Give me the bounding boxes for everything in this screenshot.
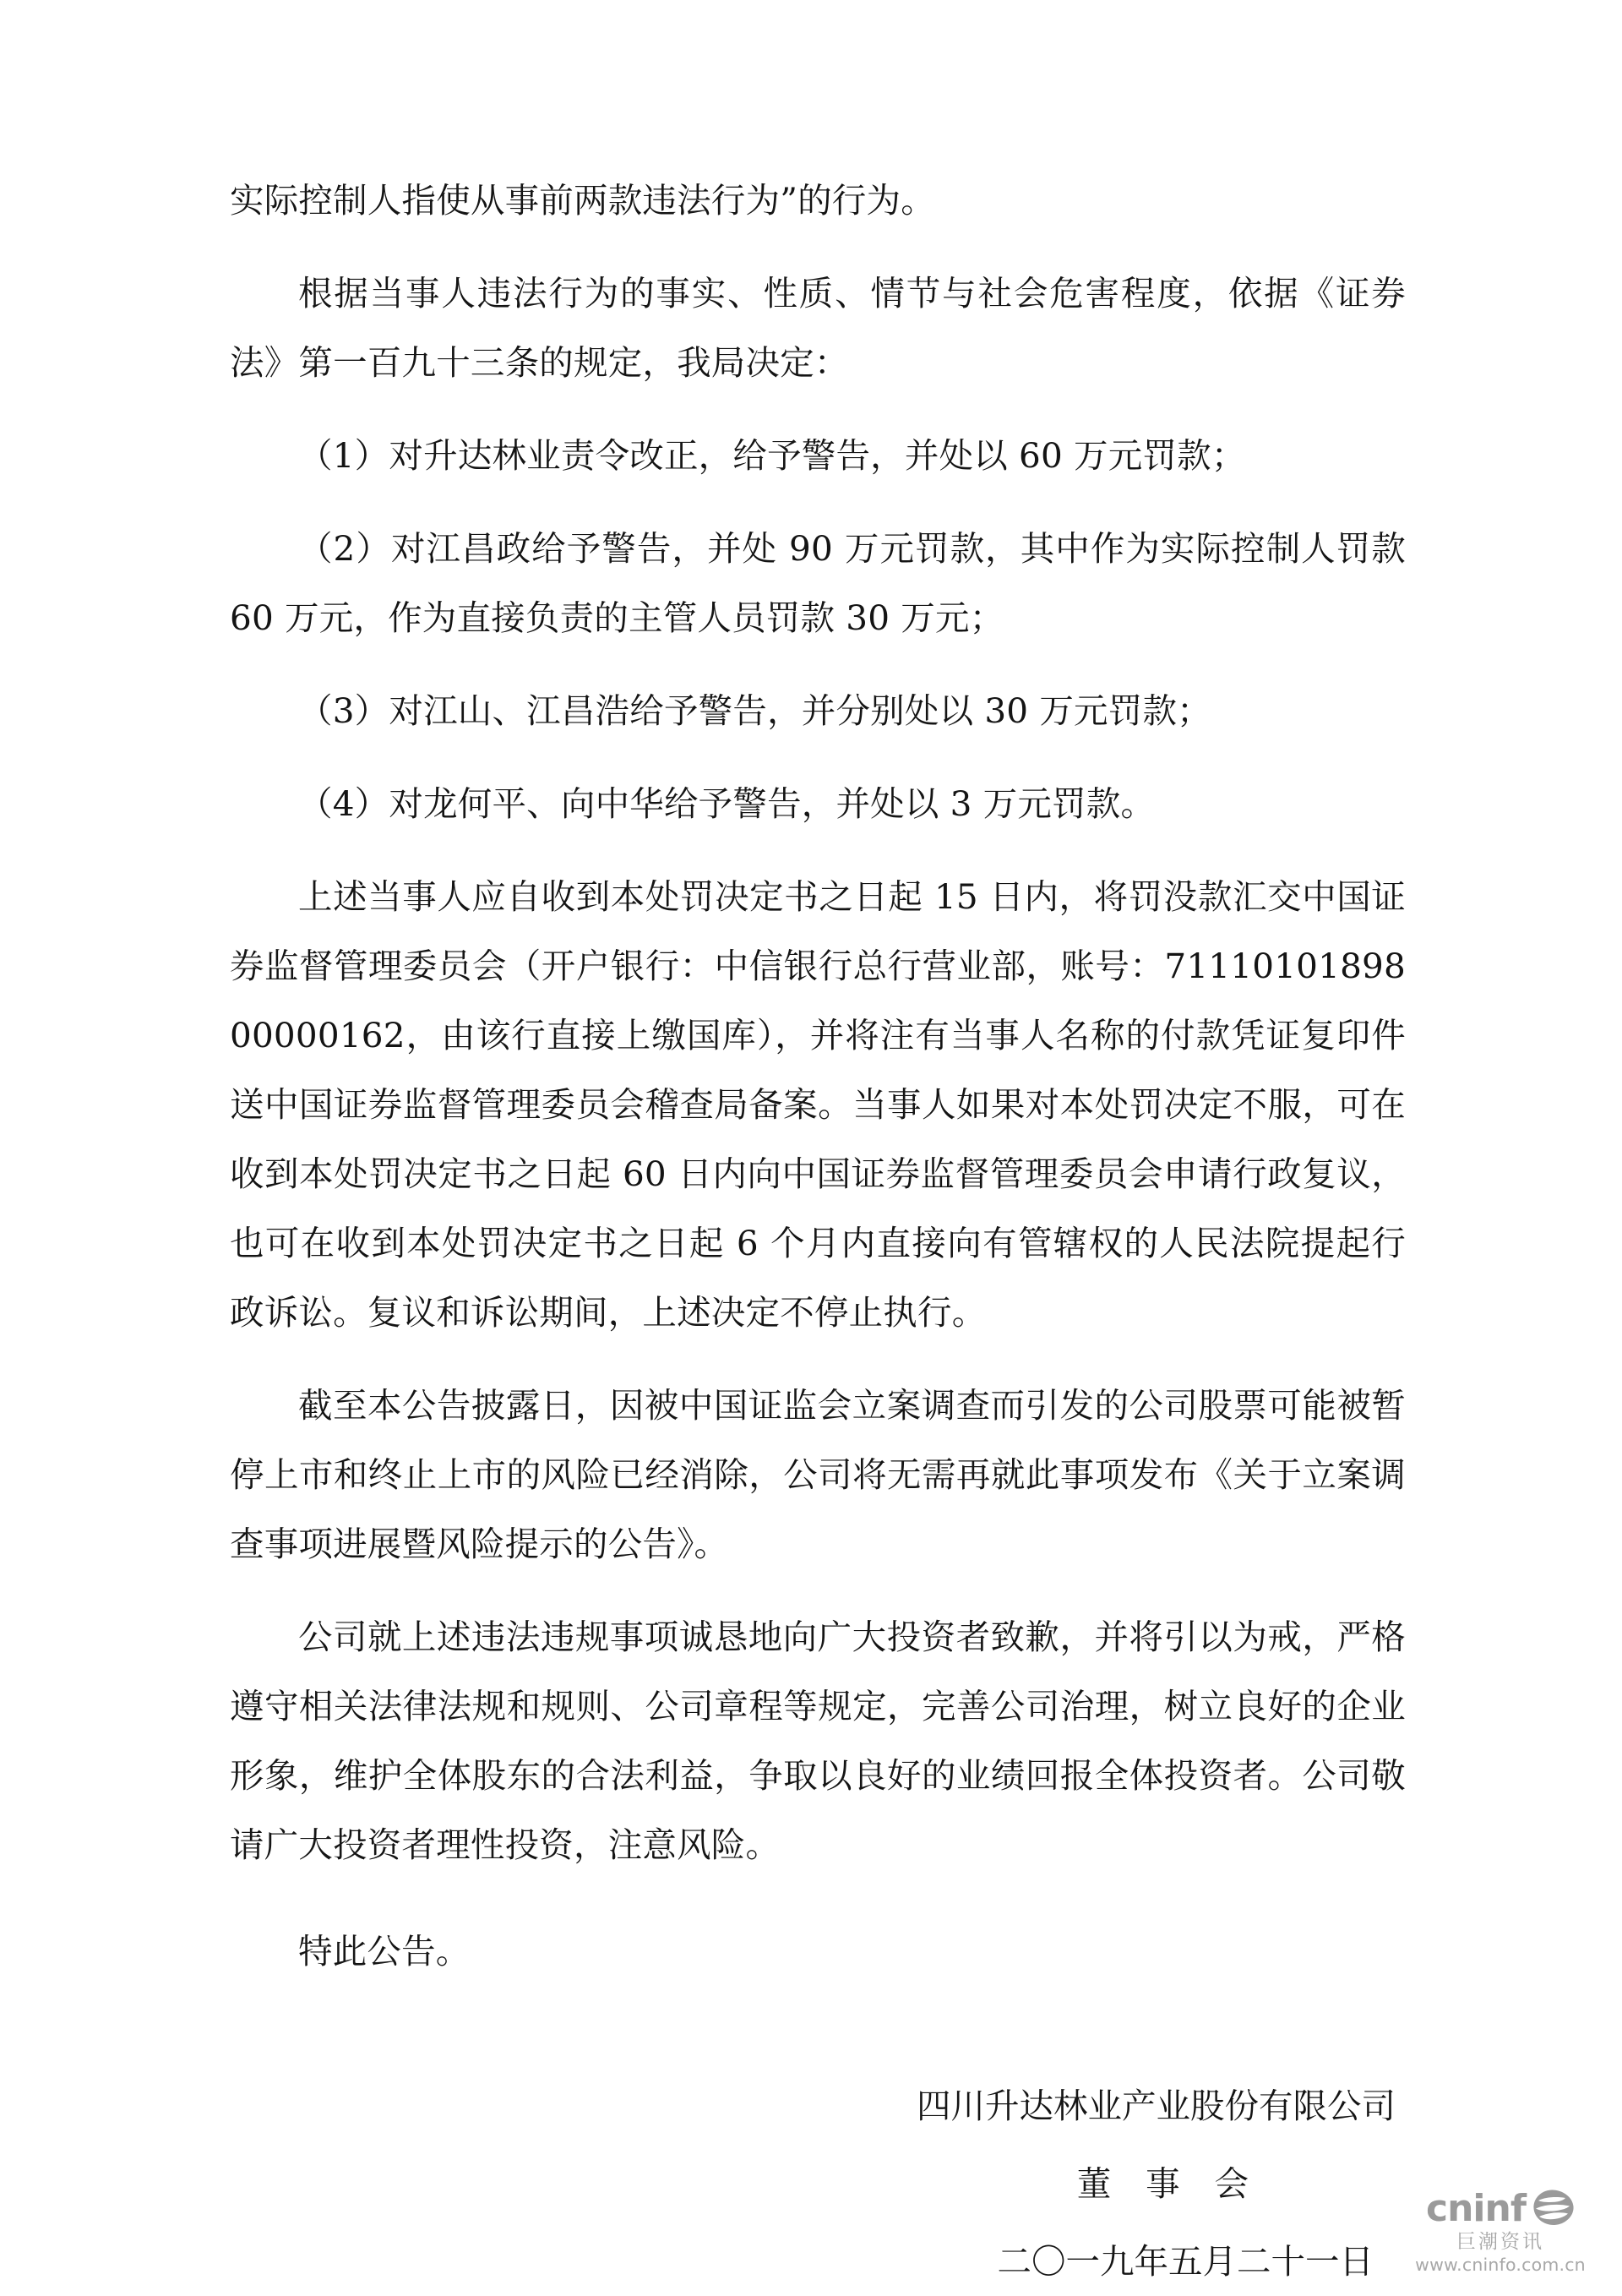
spacer [230, 1895, 1406, 1917]
watermark-brand-cn: 巨潮资讯 [1456, 2230, 1544, 2253]
watermark-brand-text: cninf [1426, 2186, 1526, 2230]
signature-block [230, 2067, 1406, 2296]
penalty-item-1: （1）对升达林业责令改正，给予警告，并处以 60 万元罚款； [298, 435, 1246, 476]
paragraph-closing-notice: 特此公告。 [298, 1931, 471, 1972]
signature-company-name: 四川升达林业产业股份有限公司 [917, 2086, 1396, 2126]
signature-date: 二〇一九年五月二十一日 [997, 2241, 1374, 2282]
paragraph-payment-and-appeal: 上述当事人应自收到本处罚决定书之日起 15 日内，将罚没款汇交中国证券监督管理委员会（开户银行：中信银行总行营业部，账号：7111010189800000162，由该行直接上缴国库），并将注有当事人名称的付款凭证复印件送中国证券监督管理委员会稽查局备案。当事人如果对本处罚决定不服，可在收到本处罚决定书之日起 60 日内向中国证券监督管理委员会申请行政复议，也可在收到本处罚决定书之日起 6 个月内直接向有管辖权的人民法院提起行政诉讼。复议和诉讼期间，上述决定不停止执行。 [230, 876, 1406, 1333]
signature-board-label: 董 事 会 [1076, 2163, 1260, 2204]
paragraph-continuation-line: 实际控制人指使从事前两款违法行为”的行为。 [230, 180, 935, 221]
paragraph-risk-removed: 截至本公告披露日，因被中国证监会立案调查而引发的公司股票可能被暂停上市和终止上市的风险已经消除，公司将无需再就此事项发布《关于立案调查事项进展暨风险提示的公告》。 [230, 1385, 1406, 1564]
paragraph-decision-basis: 根据当事人违法行为的事实、性质、情节与社会危害程度，依据《证券法》第一百九十三条的规定，我局决定： [230, 273, 1406, 383]
spacer [230, 761, 1406, 769]
penalty-item-3: （3）对江山、江昌浩给予警告，并分别处以 30 万元罚款； [298, 690, 1211, 731]
spacer [230, 854, 1406, 862]
spacer [230, 505, 1406, 514]
spacer [230, 668, 1406, 676]
spacer [230, 412, 1406, 421]
watermark-url: www.cninfo.com.cn [1415, 2255, 1586, 2276]
cninfo-watermark [1394, 2186, 1607, 2276]
cninfo-logo-icon [1531, 2189, 1575, 2229]
spacer [230, 1594, 1406, 1602]
document-body [230, 166, 1406, 2296]
watermark-logo-row [1394, 2186, 1607, 2230]
spacer [230, 250, 1406, 259]
penalty-item-2: （2）对江昌政给予警告，并处 90 万元罚款，其中作为实际控制人罚款 60 万元，作为直接负责的主管人员罚款 30 万元； [230, 528, 1406, 638]
spacer [230, 1362, 1406, 1371]
penalty-item-4: （4）对龙何平、向中华给予警告，并处以 3 万元罚款。 [298, 783, 1156, 824]
paragraph-apology-and-commitment: 公司就上述违法违规事项诚恳地向广大投资者致歉，并将引以为戒，严格遵守相关法律法规和规则、公司章程等规定，完善公司治理，树立良好的企业形象，维护全体股东的合法利益，争取以良好的业绩回报全体投资者。公司敬请广大投资者理性投资，注意风险。 [230, 1617, 1406, 1865]
